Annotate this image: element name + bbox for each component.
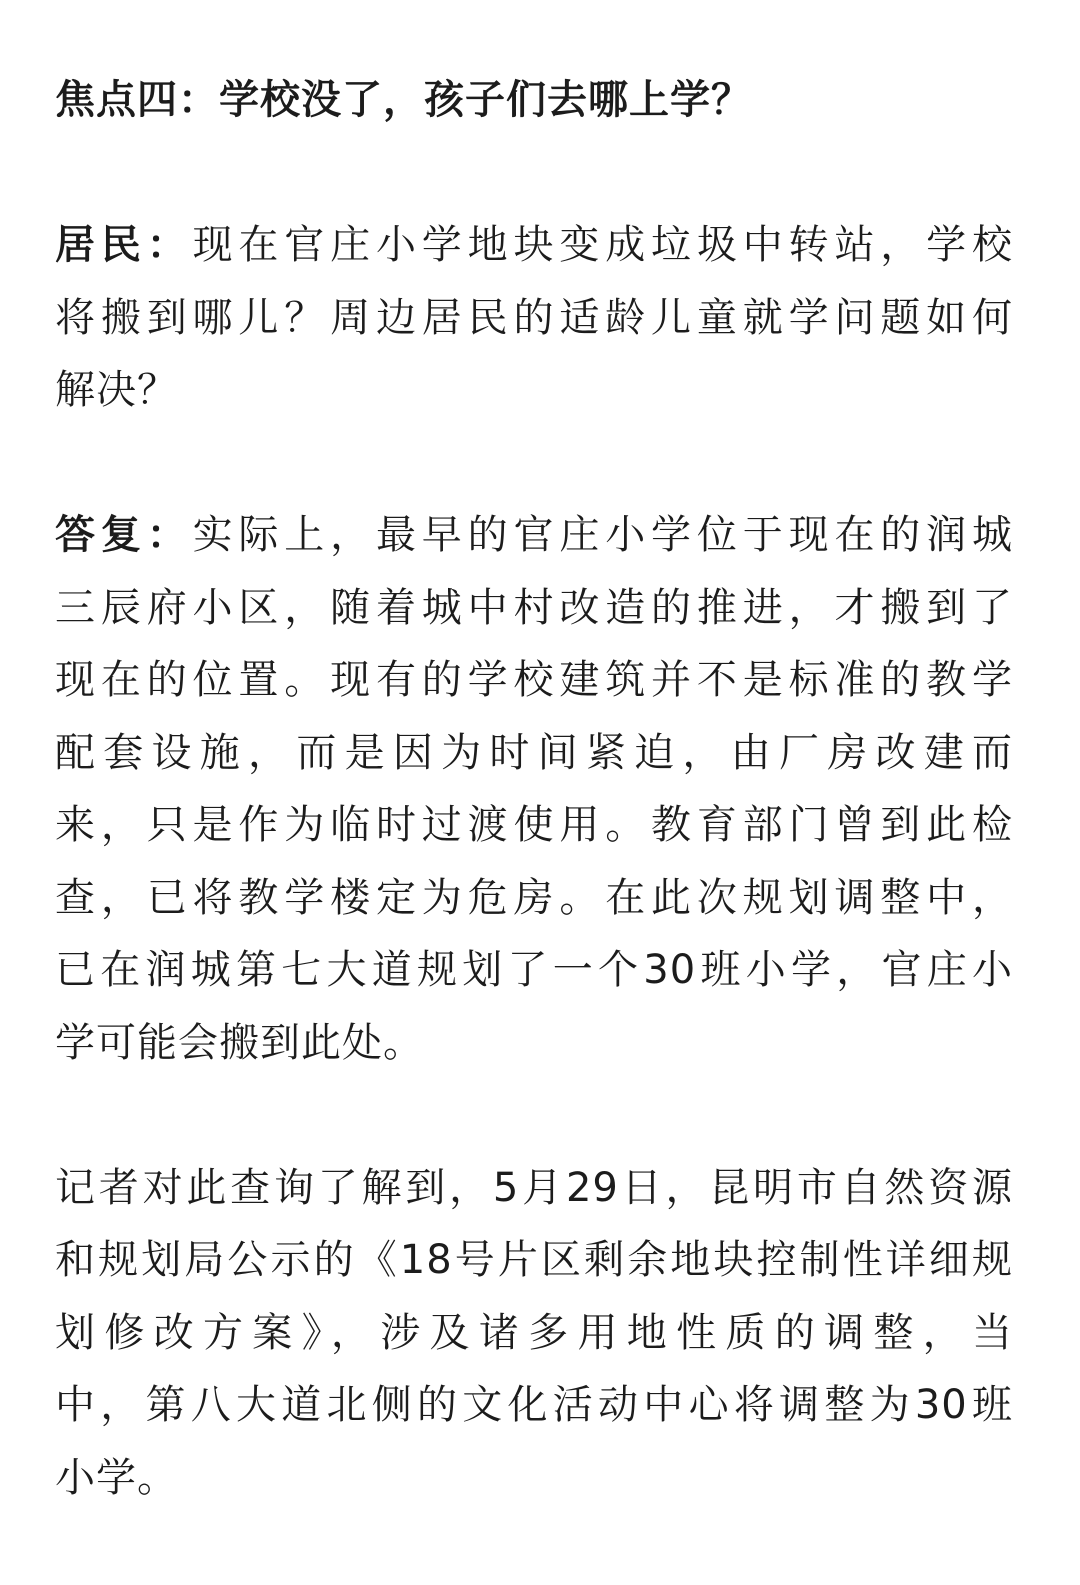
line-text: 配套设施，而是因为时间紧迫，由厂房改建而 [55,729,1013,776]
text-line [55,1442,1013,1515]
article-body [55,64,1013,1514]
text-line [55,499,1013,572]
paragraph-spacer [55,1079,1013,1152]
paragraph-spacer [55,427,1013,500]
line-text: 现在的位置。现有的学校建筑并不是标准的教学 [55,657,1013,703]
line-text: 划修改方案》，涉及诸多用地性质的调整，当 [55,1309,1013,1356]
line-text: 来，只是作为临时过渡使用。教育部门曾到此检 [55,802,1013,848]
line-text: 现在官庄小学地块变成垃圾中转站，学校 [192,222,1014,268]
line-text: 学可能会搬到此处。 [55,1019,424,1066]
text-line [55,789,1013,862]
line-text: 已在润城第七大道规划了一个30班小学，官庄小 [55,947,1013,993]
line-text: 查，已将教学楼定为危房。在此次规划调整中， [55,874,1013,921]
line-text: 将搬到哪儿？周边居民的适龄儿童就学问题如何 [55,294,1013,341]
paragraph-spacer [55,137,1013,210]
speaker-label: 居民： [55,222,193,268]
text-line [55,354,1013,427]
line-text: 记者对此查询了解到，5月29日，昆明市自然资源 [55,1164,1013,1211]
paragraph [55,1152,1013,1515]
text-line [55,934,1013,1007]
text-line [55,1152,1013,1225]
line-text: 三辰府小区，随着城中村改造的推进，才搬到了 [55,584,1013,631]
section-heading: 焦点四：学校没了，孩子们去哪上学？ [55,77,752,123]
line-text: 和规划局公示的《18号片区剩余地块控制性详细规 [55,1237,1013,1283]
text-line [55,1369,1013,1442]
line-text: 解决？ [55,367,178,413]
text-line [55,209,1013,282]
paragraph [55,499,1013,1079]
paragraph [55,209,1013,427]
line-text: 中，第八大道北侧的文化活动中心将调整为30班 [55,1382,1013,1428]
speaker-label: 答复： [55,512,193,558]
text-line [55,644,1013,717]
text-line [55,1297,1013,1370]
text-line [55,717,1013,790]
text-line [55,282,1013,355]
line-text: 小学。 [55,1454,178,1501]
line-text: 实际上，最早的官庄小学位于现在的润城 [192,512,1014,558]
text-line [55,1007,1013,1080]
text-line [55,1224,1013,1297]
text-line [55,572,1013,645]
text-line [55,862,1013,935]
